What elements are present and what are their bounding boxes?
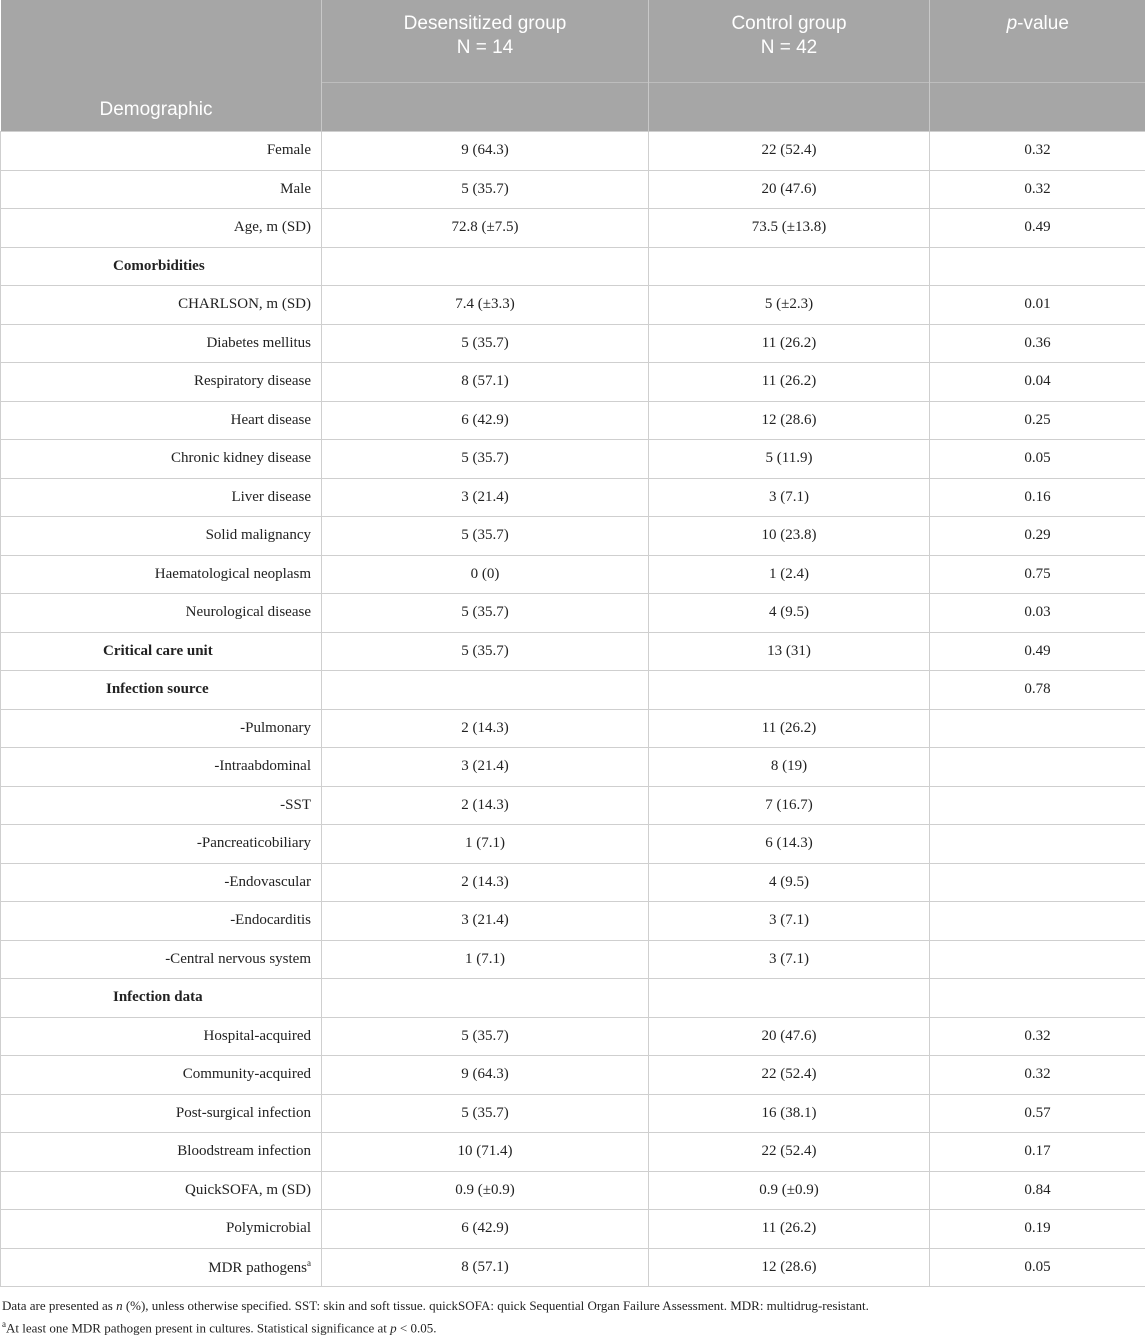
desensitized-value [322,671,649,710]
footnote-2-sup: a [2,1319,6,1329]
row-label [1,170,322,209]
row-label-text: Male [280,181,311,197]
row-label [1,132,322,171]
p-value: 0.32 [930,170,1145,209]
p-value: 0.01 [930,286,1145,325]
control-value: 12 (28.6) [649,401,930,440]
table-row [1,1210,1145,1249]
p-value [930,979,1145,1018]
table-row [1,1056,1145,1095]
row-label-text: Age, m (SD) [234,219,311,235]
p-value [930,709,1145,748]
control-value: 11 (26.2) [649,709,930,748]
table-row [1,363,1145,402]
p-value: 0.16 [930,478,1145,517]
control-value: 5 (11.9) [649,440,930,479]
header-p-italic: p [1007,13,1018,34]
row-label [1,209,322,248]
control-value: 16 (38.1) [649,1094,930,1133]
row-label [1,517,322,556]
table-row [1,1171,1145,1210]
row-label [1,1210,322,1249]
row-label-text: MDR pathogens [208,1260,307,1276]
header-spacer-control [649,83,930,132]
header-desensitized-title: Desensitized group [322,12,648,36]
row-label [1,940,322,979]
table-row [1,594,1145,633]
desensitized-value: 2 (14.3) [322,863,649,902]
row-label [1,748,322,787]
desensitized-value: 9 (64.3) [322,1056,649,1095]
row-label [1,1056,322,1095]
row-label [1,1171,322,1210]
p-value: 0.75 [930,555,1145,594]
p-value: 0.32 [930,132,1145,171]
footnote-1 [2,1297,1145,1315]
table-row [1,286,1145,325]
control-value: 20 (47.6) [649,1017,930,1056]
footnote-1-post: (%), unless otherwise specified. SST: skin and soft tissue. quickSOFA: quick Sequential Organ Failure Assessment. MDR: multidrug-resistant. [123,1298,869,1313]
p-value: 0.36 [930,324,1145,363]
row-label [1,786,322,825]
control-value: 4 (9.5) [649,594,930,633]
row-label-text: -Endocarditis [230,912,311,928]
table-row [1,1133,1145,1172]
row-label-text: Infection source [106,681,209,697]
desensitized-value: 5 (35.7) [322,594,649,633]
row-label-text: Post-surgical infection [176,1105,311,1121]
row-label-text: -Intraabdominal [214,758,311,774]
row-label-text: Polymicrobial [226,1220,311,1236]
table-row [1,671,1145,710]
control-value: 3 (7.1) [649,478,930,517]
table-body [1,132,1145,1287]
row-label-text: Hospital-acquired [204,1028,311,1044]
p-value: 0.32 [930,1056,1145,1095]
p-value [930,786,1145,825]
row-label-text: Bloodstream infection [177,1143,311,1159]
desensitized-value [322,979,649,1018]
desensitized-value: 0.9 (±0.9) [322,1171,649,1210]
desensitized-value: 5 (35.7) [322,517,649,556]
p-value [930,902,1145,941]
control-value: 1 (2.4) [649,555,930,594]
table-row [1,478,1145,517]
table-row [1,401,1145,440]
footnote-1-italic: n [116,1298,123,1313]
table-row [1,440,1145,479]
desensitized-value: 9 (64.3) [322,132,649,171]
table-row [1,863,1145,902]
header-spacer-desensitized [322,83,649,132]
row-label [1,1248,322,1287]
control-value: 3 (7.1) [649,902,930,941]
control-value: 8 (19) [649,748,930,787]
row-label [1,825,322,864]
p-value: 0.29 [930,517,1145,556]
table-row [1,209,1145,248]
desensitized-value: 6 (42.9) [322,401,649,440]
row-label-text: Solid malignancy [206,527,311,543]
control-value: 22 (52.4) [649,1133,930,1172]
desensitized-value: 2 (14.3) [322,786,649,825]
p-value [930,863,1145,902]
control-value: 5 (±2.3) [649,286,930,325]
header-desensitized-n: N = 14 [322,36,648,60]
desensitized-value: 3 (21.4) [322,478,649,517]
p-value [930,247,1145,286]
table-row [1,632,1145,671]
desensitized-value: 5 (35.7) [322,170,649,209]
header-control-title: Control group [649,12,929,36]
desensitized-value: 5 (35.7) [322,440,649,479]
desensitized-value: 5 (35.7) [322,632,649,671]
row-label-text: Diabetes mellitus [206,335,311,351]
p-value: 0.32 [930,1017,1145,1056]
header-p-rest: -value [1017,13,1069,34]
row-label-text: -Pancreaticobiliary [197,835,311,851]
control-value [649,671,930,710]
table-row [1,748,1145,787]
p-value: 0.19 [930,1210,1145,1249]
row-label [1,401,322,440]
row-label [1,555,322,594]
control-value: 11 (26.2) [649,324,930,363]
p-value: 0.03 [930,594,1145,633]
control-value: 73.5 (±13.8) [649,209,930,248]
row-label-text: Liver disease [231,489,311,505]
desensitized-value: 6 (42.9) [322,1210,649,1249]
p-value: 0.25 [930,401,1145,440]
footnote-2-italic: p [390,1320,397,1335]
footnotes [0,1287,1145,1337]
table-header [1,0,1145,132]
p-value [930,825,1145,864]
p-value: 0.05 [930,440,1145,479]
table-row [1,786,1145,825]
row-label-text: Infection data [113,989,203,1005]
row-label-text: -Endovascular [224,874,311,890]
desensitized-value: 8 (57.1) [322,1248,649,1287]
row-label-text: Chronic kidney disease [171,450,311,466]
table-row [1,940,1145,979]
row-label-text: Respiratory disease [194,373,311,389]
control-value: 22 (52.4) [649,132,930,171]
control-value: 7 (16.7) [649,786,930,825]
table-row [1,709,1145,748]
table-row [1,1017,1145,1056]
row-label [1,632,322,671]
footnote-1-pre: Data are presented as [2,1298,116,1313]
row-label [1,902,322,941]
table-row [1,555,1145,594]
header-control-group [649,0,930,83]
desensitized-value: 3 (21.4) [322,902,649,941]
control-value: 4 (9.5) [649,863,930,902]
table-row [1,170,1145,209]
header-demographic: Demographic [1,0,322,132]
table-row [1,132,1145,171]
control-value: 3 (7.1) [649,940,930,979]
desensitized-value: 0 (0) [322,555,649,594]
footnote-2-pre: At least one MDR pathogen present in cultures. Statistical significance at [6,1320,390,1335]
footnote-2-post: < 0.05. [397,1320,437,1335]
header-desensitized-group [322,0,649,83]
row-label-text: Heart disease [231,412,311,428]
control-value: 6 (14.3) [649,825,930,864]
p-value: 0.05 [930,1248,1145,1287]
desensitized-value: 2 (14.3) [322,709,649,748]
row-label [1,863,322,902]
p-value: 0.84 [930,1171,1145,1210]
row-label-text: Neurological disease [186,604,311,620]
desensitized-value: 5 (35.7) [322,1017,649,1056]
control-value: 13 (31) [649,632,930,671]
row-label [1,324,322,363]
table-row [1,1248,1145,1287]
row-label [1,594,322,633]
desensitized-value: 5 (35.7) [322,1094,649,1133]
row-label [1,286,322,325]
row-label-text: Female [267,142,311,158]
row-label-text: -SST [280,797,311,813]
table-row [1,517,1145,556]
row-label [1,1133,322,1172]
row-label [1,1017,322,1056]
row-label [1,247,322,286]
row-label-sup: a [307,1258,311,1268]
row-label-text: Critical care unit [103,643,213,659]
row-label [1,363,322,402]
desensitized-value: 3 (21.4) [322,748,649,787]
row-label-text: -Central nervous system [165,951,311,967]
header-spacer-p [930,83,1145,132]
row-label [1,979,322,1018]
p-value: 0.78 [930,671,1145,710]
row-label-text: Community-acquired [183,1066,311,1082]
row-label [1,671,322,710]
control-value [649,979,930,1018]
desensitized-value: 7.4 (±3.3) [322,286,649,325]
desensitized-value: 5 (35.7) [322,324,649,363]
row-label-text: QuickSOFA, m (SD) [185,1182,311,1198]
p-value: 0.57 [930,1094,1145,1133]
row-label-text: Comorbidities [113,258,205,274]
row-label-text: CHARLSON, m (SD) [178,296,311,312]
table-row [1,247,1145,286]
p-value: 0.04 [930,363,1145,402]
control-value: 12 (28.6) [649,1248,930,1287]
control-value: 11 (26.2) [649,1210,930,1249]
control-value: 0.9 (±0.9) [649,1171,930,1210]
header-p-value [930,0,1145,83]
desensitized-value: 10 (71.4) [322,1133,649,1172]
row-label [1,1094,322,1133]
desensitized-value: 1 (7.1) [322,940,649,979]
row-label-text: Haematological neoplasm [155,566,311,582]
footnote-2 [2,1315,1145,1337]
table-row [1,825,1145,864]
desensitized-value: 72.8 (±7.5) [322,209,649,248]
p-value: 0.17 [930,1133,1145,1172]
desensitized-value [322,247,649,286]
row-label-text: -Pulmonary [240,720,311,736]
control-value [649,247,930,286]
desensitized-value: 1 (7.1) [322,825,649,864]
p-value: 0.49 [930,632,1145,671]
table-row [1,902,1145,941]
p-value [930,748,1145,787]
row-label [1,478,322,517]
control-value: 20 (47.6) [649,170,930,209]
table-row [1,979,1145,1018]
control-value: 10 (23.8) [649,517,930,556]
p-value [930,940,1145,979]
row-label [1,709,322,748]
desensitized-value: 8 (57.1) [322,363,649,402]
control-value: 11 (26.2) [649,363,930,402]
row-label [1,440,322,479]
header-control-n: N = 42 [649,36,929,60]
table-row [1,324,1145,363]
table-row [1,1094,1145,1133]
p-value: 0.49 [930,209,1145,248]
control-value: 22 (52.4) [649,1056,930,1095]
